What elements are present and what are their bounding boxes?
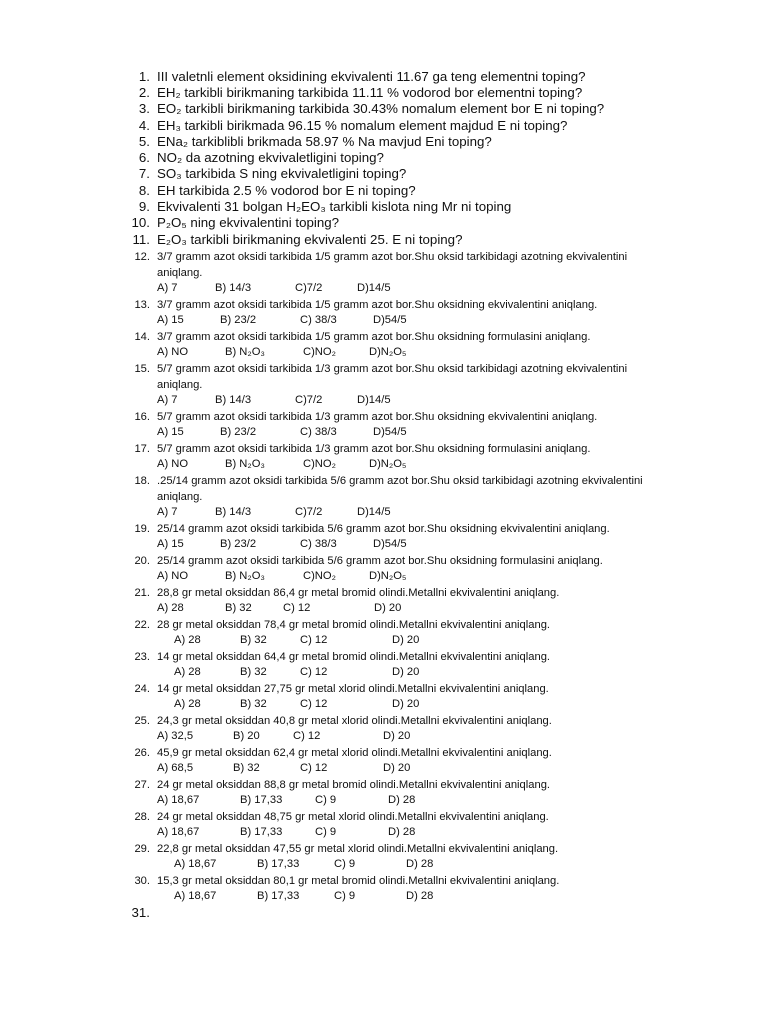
option-d: D)14/5 (357, 282, 391, 294)
answer-options (157, 601, 457, 615)
option-c: C) 38/3 (300, 426, 337, 438)
question-number: 1. (138, 69, 150, 84)
option-c: C)7/2 (295, 394, 323, 406)
question-text: EH tarkibida 2.5 % vodorod bor E ni toping? (157, 183, 416, 198)
option-b: B) 14/3 (215, 506, 252, 518)
question-text: .25/14 gramm azot oksidi tarkibida 5/6 gramm azot bor.Shu oksid tarkibidagi azotning ekvivalentini (157, 475, 643, 487)
question-number: 18. (134, 475, 150, 487)
question-text: 25/14 gramm azot oksidi tarkibida 5/6 gramm azot bor.Shu oksidning ekvivalentini aniqlang. (157, 523, 610, 535)
option-a: A) 28 (174, 634, 201, 646)
option-c: C)7/2 (295, 506, 323, 518)
question-text-continued: aniqlang. (157, 491, 203, 503)
question-number: 28. (134, 811, 150, 823)
option-c: C)NO₂ (303, 570, 336, 582)
option-d: D)N₂O₅ (369, 570, 407, 582)
option-a: A) NO (157, 346, 189, 358)
question-number: 10. (131, 215, 150, 230)
question-text-continued: aniqlang. (157, 379, 203, 391)
option-b: B) 14/3 (215, 282, 252, 294)
question-number: 11. (132, 232, 150, 247)
option-d: D)54/5 (373, 426, 407, 438)
option-a: A) 28 (174, 698, 201, 710)
option-d: D)54/5 (373, 538, 407, 550)
question-text: 3/7 gramm azot oksidi tarkibida 1/5 gramm azot bor.Shu oksid tarkibidagi azotning ekvivalentini (157, 251, 628, 263)
answer-options (157, 761, 457, 775)
option-c: C) 9 (334, 858, 356, 870)
option-b: B) 17,33 (240, 794, 283, 806)
question-number: 15. (134, 363, 150, 375)
question-text: EO₂ tarkibli birikmaning tarkibida 30.43% nomalum element bor E ni toping? (157, 101, 605, 116)
option-a: A) 7 (157, 394, 178, 406)
option-c: C)7/2 (295, 282, 323, 294)
option-b: B) 32 (240, 698, 267, 710)
option-a: A) 28 (174, 666, 201, 678)
question-text: 3/7 gramm azot oksidi tarkibida 1/5 gramm azot bor.Shu oksidning formulasini aniqlang. (157, 331, 591, 343)
question-number: 23. (134, 651, 150, 663)
question-number: 24. (134, 683, 150, 695)
option-d: D) 20 (392, 634, 420, 646)
option-c: C) 38/3 (300, 314, 337, 326)
question-number: 25. (134, 715, 150, 727)
question-text: P₂O₅ ning ekvivalentini toping? (157, 215, 340, 230)
question-number: 3. (138, 101, 150, 116)
question-number: 6. (138, 150, 150, 165)
answer-options (174, 633, 474, 647)
answer-options (157, 281, 457, 295)
option-a: A) 18,67 (174, 858, 217, 870)
question-number: 8. (138, 183, 150, 198)
option-d: D)14/5 (357, 506, 391, 518)
option-b: B) 20 (233, 730, 260, 742)
answer-options (157, 505, 457, 519)
option-a: A) 18,67 (157, 794, 200, 806)
question-text: 45,9 gr metal oksiddan 62,4 gr metal xlorid olindi.Metallni ekvivalentini aniqlang. (157, 747, 552, 759)
question-number: 26. (134, 747, 150, 759)
option-a: A) 7 (157, 282, 178, 294)
option-b: B) 32 (240, 666, 267, 678)
option-d: D) 20 (383, 762, 411, 774)
answer-options (157, 425, 457, 439)
option-a: A) 28 (157, 602, 184, 614)
answer-options (157, 825, 457, 839)
question-number: 27. (134, 779, 150, 791)
option-b: B) 23/2 (220, 426, 257, 438)
question-number: 31. (131, 905, 150, 920)
option-b: B) 23/2 (220, 314, 257, 326)
question-text: 22,8 gr metal oksiddan 47,55 gr metal xlorid olindi.Metallni ekvivalentini aniqlang. (157, 843, 559, 855)
option-a: A) NO (157, 458, 189, 470)
option-c: C) 38/3 (300, 538, 337, 550)
option-c: C)NO₂ (303, 346, 336, 358)
question-number: 14. (134, 331, 150, 343)
option-a: A) 15 (157, 426, 184, 438)
option-b: B) N₂O₃ (225, 346, 265, 358)
question-number: 22. (134, 619, 150, 631)
answer-options (157, 457, 457, 471)
question-number: 7. (138, 166, 150, 181)
answer-options (157, 345, 457, 359)
option-c: C) 9 (315, 794, 337, 806)
question-text: 5/7 gramm azot oksidi tarkibida 1/3 gramm azot bor.Shu oksid tarkibidagi azotning ekvivalentini (157, 363, 628, 375)
option-a: A) 32,5 (157, 730, 194, 742)
option-d: D)14/5 (357, 394, 391, 406)
question-text: 5/7 gramm azot oksidi tarkibida 1/3 gramm azot bor.Shu oksidning ekvivalentini aniqlang. (157, 411, 598, 423)
option-c: C) 12 (300, 698, 328, 710)
option-b: B) 14/3 (215, 394, 252, 406)
option-c: C) 12 (300, 666, 328, 678)
question-text: 14 gr metal oksiddan 64,4 gr metal bromid olindi.Metallni ekvivalentini aniqlang. (157, 651, 551, 663)
question-text: 3/7 gramm azot oksidi tarkibida 1/5 gramm azot bor.Shu oksidning ekvivalentini aniqlang. (157, 299, 598, 311)
question-text: 24,3 gr metal oksiddan 40,8 gr metal xlorid olindi.Metallni ekvivalentini aniqlang. (157, 715, 552, 727)
option-a: A) 7 (157, 506, 178, 518)
question-number: 5. (138, 134, 150, 149)
option-b: B) N₂O₃ (225, 458, 265, 470)
option-c: C) 12 (283, 602, 311, 614)
answer-options (174, 665, 474, 679)
question-number: 30. (134, 875, 150, 887)
answer-options (157, 569, 457, 583)
option-d: D) 20 (392, 698, 420, 710)
question-number: 12. (134, 251, 150, 263)
option-d: D)N₂O₅ (369, 458, 407, 470)
option-b: B) 32 (240, 634, 267, 646)
question-number: 4. (138, 118, 150, 133)
question-number: 17. (134, 443, 150, 455)
question-text: 25/14 gramm azot oksidi tarkibida 5/6 gramm azot bor.Shu oksidning formulasini aniqlang. (157, 555, 603, 567)
answer-options (157, 313, 457, 327)
option-a: A) 15 (157, 314, 184, 326)
question-text-continued: aniqlang. (157, 267, 203, 279)
question-number: 16. (134, 411, 150, 423)
question-text: 15,3 gr metal oksiddan 80,1 gr metal bromid olindi.Metallni ekvivalentini aniqlang. (157, 875, 560, 887)
question-number: 2. (138, 85, 150, 100)
option-d: D)54/5 (373, 314, 407, 326)
option-a: A) NO (157, 570, 189, 582)
question-number: 29. (134, 843, 150, 855)
option-b: B) 17,33 (240, 826, 283, 838)
answer-options (157, 729, 457, 743)
answer-options (174, 857, 474, 871)
option-b: B) 32 (233, 762, 260, 774)
answer-options (174, 889, 474, 903)
option-c: C) 9 (315, 826, 337, 838)
option-a: A) 68,5 (157, 762, 194, 774)
answer-options (157, 537, 457, 551)
option-d: D) 28 (406, 890, 434, 902)
question-text: 14 gr metal oksiddan 27,75 gr metal xlorid olindi.Metallni ekvivalentini aniqlang. (157, 683, 549, 695)
question-number: 21. (134, 587, 150, 599)
option-d: D) 20 (392, 666, 420, 678)
question-text: SO₃ tarkibida S ning ekvivaletligini toping? (157, 166, 407, 181)
option-a: A) 15 (157, 538, 184, 550)
question-number: 13. (134, 299, 150, 311)
option-b: B) N₂O₃ (225, 570, 265, 582)
question-number: 19. (134, 523, 150, 535)
question-text: 28,8 gr metal oksiddan 86,4 gr metal bromid olindi.Metallni ekvivalentini aniqlang. (157, 587, 560, 599)
option-d: D) 20 (383, 730, 411, 742)
question-text: 24 gr metal oksiddan 48,75 gr metal xlorid olindi.Metallni ekvivalentini aniqlang. (157, 811, 549, 823)
option-c: C) 12 (293, 730, 321, 742)
option-a: A) 18,67 (157, 826, 200, 838)
question-text: 24 gr metal oksiddan 88,8 gr metal bromid olindi.Metallni ekvivalentini aniqlang. (157, 779, 551, 791)
question-text: E₂O₃ tarkibli birikmaning ekvivalenti 25. E ni toping? (157, 232, 463, 247)
option-d: D)N₂O₅ (369, 346, 407, 358)
option-d: D) 28 (388, 794, 416, 806)
question-text: NO₂ da azotning ekvivaletligini toping? (157, 150, 384, 165)
answer-options (174, 697, 474, 711)
option-b: B) 17,33 (257, 858, 300, 870)
question-text: 28 gr metal oksiddan 78,4 gr metal bromid olindi.Metallni ekvivalentini aniqlang. (157, 619, 551, 631)
question-text: Ekvivalenti 31 bolgan H₂EO₃ tarkibli kislota ning Mr ni toping (157, 199, 512, 214)
answer-options (157, 793, 457, 807)
option-d: D) 20 (374, 602, 402, 614)
option-c: C) 12 (300, 634, 328, 646)
option-c: C)NO₂ (303, 458, 336, 470)
option-b: B) 32 (225, 602, 252, 614)
question-text: ENa₂ tarkiblibli brikmada 58.97 % Na mavjud Eni toping? (157, 134, 492, 149)
question-text: EH₃ tarkibli birikmada 96.15 % nomalum element majdud E ni toping? (157, 118, 568, 133)
question-text: EH₂ tarkibli birikmaning tarkibida 11.11 % vodorod bor elementni toping? (157, 85, 583, 100)
option-d: D) 28 (406, 858, 434, 870)
question-text: 5/7 gramm azot oksidi tarkibida 1/3 gramm azot bor.Shu oksidning formulasini aniqlang. (157, 443, 591, 455)
option-b: B) 23/2 (220, 538, 257, 550)
question-text: III valetnli element oksidining ekvivalenti 11.67 ga teng elementni toping? (157, 69, 586, 84)
question-number: 9. (138, 199, 150, 214)
question-number: 20. (134, 555, 150, 567)
option-a: A) 18,67 (174, 890, 217, 902)
option-c: C) 9 (334, 890, 356, 902)
option-b: B) 17,33 (257, 890, 300, 902)
answer-options (157, 393, 457, 407)
option-d: D) 28 (388, 826, 416, 838)
option-c: C) 12 (300, 762, 328, 774)
